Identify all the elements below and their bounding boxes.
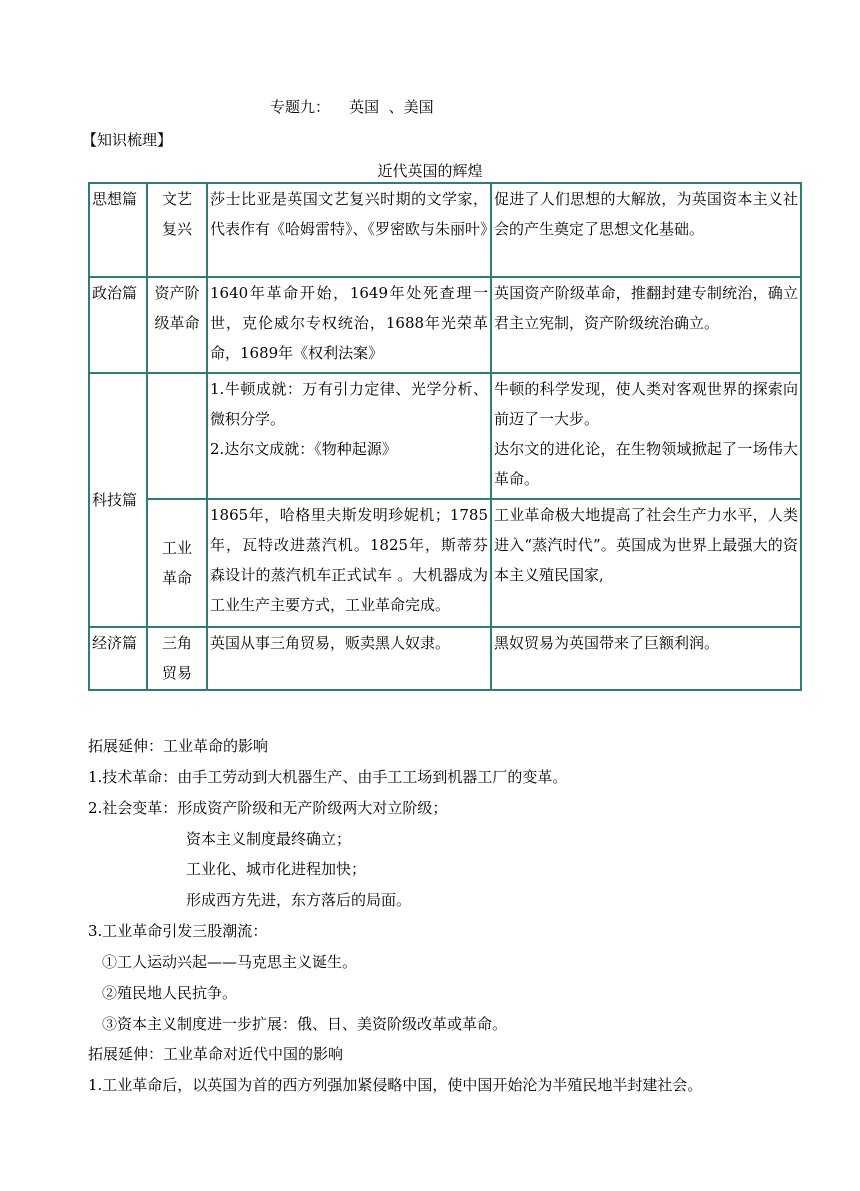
subcategory-cell xyxy=(147,183,207,277)
list-item: 1.工业革命后，以英国为首的西方列强加紧侵略中国，使中国开始沦为半殖民地半封建社会。 xyxy=(88,1076,703,1094)
result-line: 达尔文的进化论，在生物领域掀起了一场伟大革命。 xyxy=(494,440,798,488)
table-row xyxy=(89,183,801,277)
subcategory-cell xyxy=(147,277,207,373)
extension-heading: 拓展延伸：工业革命的影响 xyxy=(88,737,269,755)
subcategory-line: 贸易 xyxy=(161,664,192,682)
event-line: 2.达尔文成就：《物种起源》 xyxy=(210,440,397,458)
section-heading: 【知识梳理】 xyxy=(82,131,173,149)
subcategory-cell xyxy=(147,499,207,627)
table-row xyxy=(89,627,801,690)
event-cell: 1865年，哈格里夫斯发明珍妮机；1785年，瓦特改进蒸汽机。1825年，斯蒂芬森设计的蒸汽机车正式试车 。大机器成为工业生产主要方式，工业革命完成。 xyxy=(207,499,491,627)
list-item: 工业化、城市化进程加快； xyxy=(186,860,367,878)
event-cell xyxy=(207,373,491,499)
table-caption: 近代英国的辉煌 xyxy=(377,162,483,180)
extension-heading: 拓展延伸：工业革命对近代中国的影响 xyxy=(88,1045,344,1063)
result-cell: 黑奴贸易为英国带来了巨额利润。 xyxy=(491,627,801,690)
subcategory-cell xyxy=(147,627,207,690)
subcategory-line: 工业 xyxy=(161,539,192,557)
result-cell: 促进了人们思想的大解放，为英国资本主义社会的产生奠定了思想文化基础。 xyxy=(491,183,801,277)
page-title: 专题九： 英国 、美国 xyxy=(270,98,434,116)
category-cell: 科技篇 xyxy=(89,373,147,627)
subcategory-line: 文艺 xyxy=(161,190,192,208)
category-cell: 经济篇 xyxy=(89,627,147,690)
subcategory-cell xyxy=(147,373,207,499)
table-row xyxy=(89,373,801,499)
list-item: 3.工业革命引发三股潮流： xyxy=(88,922,268,940)
event-line: 1.牛顿成就：万有引力定律、光学分析、微积分学。 xyxy=(210,380,488,428)
table-row xyxy=(89,499,801,627)
category-cell: 政治篇 xyxy=(89,277,147,373)
category-cell: 思想篇 xyxy=(89,183,147,277)
result-cell xyxy=(491,373,801,499)
list-item: 1.技术革命：由手工劳动到大机器生产、由手工工场到机器工厂的变革。 xyxy=(88,768,568,786)
result-cell: 工业革命极大地提高了社会生产力水平，人类进入“蒸汽时代”。英国成为世界上最强大的资本主义殖民国家, xyxy=(491,499,801,627)
result-cell: 英国资产阶级革命，推翻封建专制统治，确立君主立宪制，资产阶级统治确立。 xyxy=(491,277,801,373)
event-cell: 1640年革命开始，1649年处死查理一世，克伦威尔专权统治，1688年光荣革命，1689年《权利法案》 xyxy=(207,277,491,373)
list-item: ③资本主义制度进一步扩展：俄、日、美资阶级改革或革命。 xyxy=(102,1015,508,1033)
list-item: 形成西方先进，东方落后的局面。 xyxy=(186,891,412,909)
list-item: ②殖民地人民抗争。 xyxy=(102,984,238,1002)
knowledge-table xyxy=(88,182,802,691)
list-item: ①工人运动兴起——马克思主义诞生。 xyxy=(102,953,358,971)
subcategory-line: 级革命 xyxy=(154,314,200,332)
subcategory-line: 资产阶 xyxy=(154,284,200,302)
subcategory-line: 复兴 xyxy=(161,220,192,238)
event-cell: 莎士比亚是英国文艺复兴时期的文学家，代表作有《哈姆雷特》、《罗密欧与朱丽叶》 xyxy=(207,183,491,277)
event-cell: 英国从事三角贸易，贩卖黑人奴隶。 xyxy=(207,627,491,690)
result-line: 牛顿的科学发现，使人类对客观世界的探索向前迈了一大步。 xyxy=(494,380,798,428)
subcategory-line: 革命 xyxy=(161,569,192,587)
list-item: 资本主义制度最终确立； xyxy=(186,830,352,848)
subcategory-line: 三角 xyxy=(161,634,192,652)
table-row xyxy=(89,277,801,373)
list-item: 2.社会变革：形成资产阶级和无产阶级两大对立阶级； xyxy=(88,799,448,817)
